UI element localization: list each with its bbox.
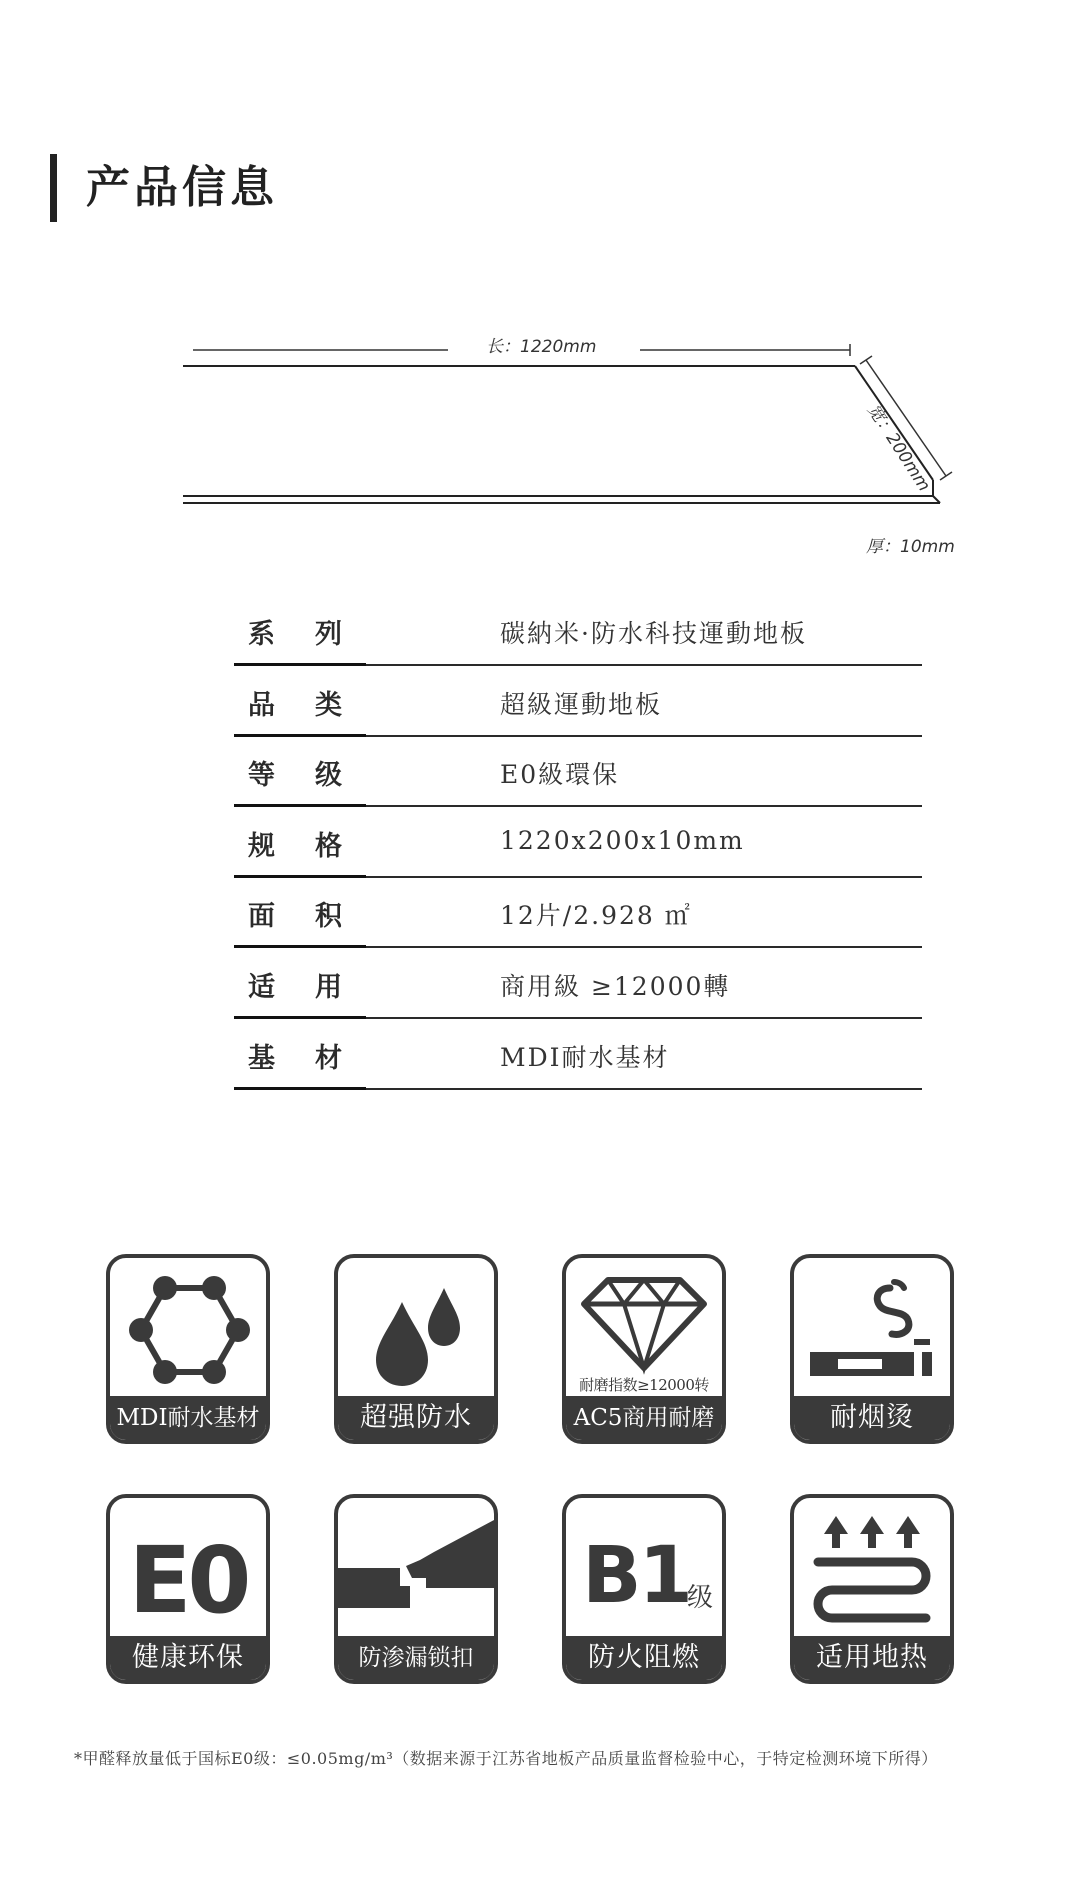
spec-value: 12片/2.928 ㎡ [500,901,692,931]
spec-row [234,598,922,666]
b1-fire-icon [566,1498,722,1638]
spec-table [234,598,922,1092]
spec-value: 超級運動地板 [500,689,663,719]
feature-sub-label: 耐磨指数≥12000转 [579,1376,709,1394]
feature-label: 防渗漏锁扣 [338,1636,494,1680]
length-label: 长：1220mm [486,337,597,357]
spec-key: 系列 [248,619,382,650]
spec-key: 品类 [248,689,382,721]
e0-icon [110,1498,266,1638]
water-drops-icon [338,1258,494,1398]
click-lock-icon [338,1498,494,1638]
spec-value: 1220x200x10mm [500,825,745,855]
feature-badge-mdi [106,1254,270,1444]
feature-badge-waterproof [334,1254,498,1444]
spec-key: 规格 [248,830,382,862]
b1-grade-suffix: 级 [686,1583,714,1613]
hexagon-molecule-icon [110,1258,266,1398]
spec-value: MDI耐水基材 [500,1042,670,1072]
width-label: 宽：200mm [863,400,935,496]
spec-value: E0級環保 [500,760,620,790]
title-accent-bar [50,154,57,222]
feature-label: 防火阻燃 [566,1636,722,1680]
feature-badge-wear [562,1254,726,1444]
e0-mark: E0 [128,1527,248,1634]
spec-key: 适用 [248,971,382,1003]
feature-label: 适用地热 [794,1636,950,1680]
spec-row [234,951,922,1019]
spec-row [234,880,922,948]
feature-label: AC5商用耐磨 [566,1396,722,1440]
section-title: 产品信息 [86,162,278,213]
feature-badge-e0 [106,1494,270,1684]
feature-badge-fire [562,1494,726,1684]
footnote: *甲醛释放量低于国标E0级：≤0.05mg/m³（数据来源于江苏省地板产品质量监督检验中心，于特定检测环境下所得） [74,1749,938,1768]
thickness-label: 厚：10mm [866,537,955,557]
feature-label: MDI耐水基材 [110,1396,266,1440]
feature-badge-lock [334,1494,498,1684]
spec-key: 基材 [248,1042,382,1074]
spec-value: 碳納米·防水科技運動地板 [500,619,807,648]
floor-heating-icon [794,1498,950,1638]
spec-row [234,1022,922,1090]
cigarette-icon [794,1258,950,1398]
spec-key: 等级 [248,760,382,792]
b1-mark: B1 [582,1531,690,1621]
spec-row [234,810,922,878]
spec-row [234,669,922,737]
spec-row [234,739,922,807]
feature-label: 耐烟烫 [794,1396,950,1440]
feature-badge-cigarette [790,1254,954,1444]
spec-key: 面积 [248,901,382,933]
feature-label: 健康环保 [110,1636,266,1680]
feature-badge-heating [790,1494,954,1684]
spec-value: 商用級 ≥12000轉 [500,971,731,1001]
feature-label: 超强防水 [338,1396,494,1440]
